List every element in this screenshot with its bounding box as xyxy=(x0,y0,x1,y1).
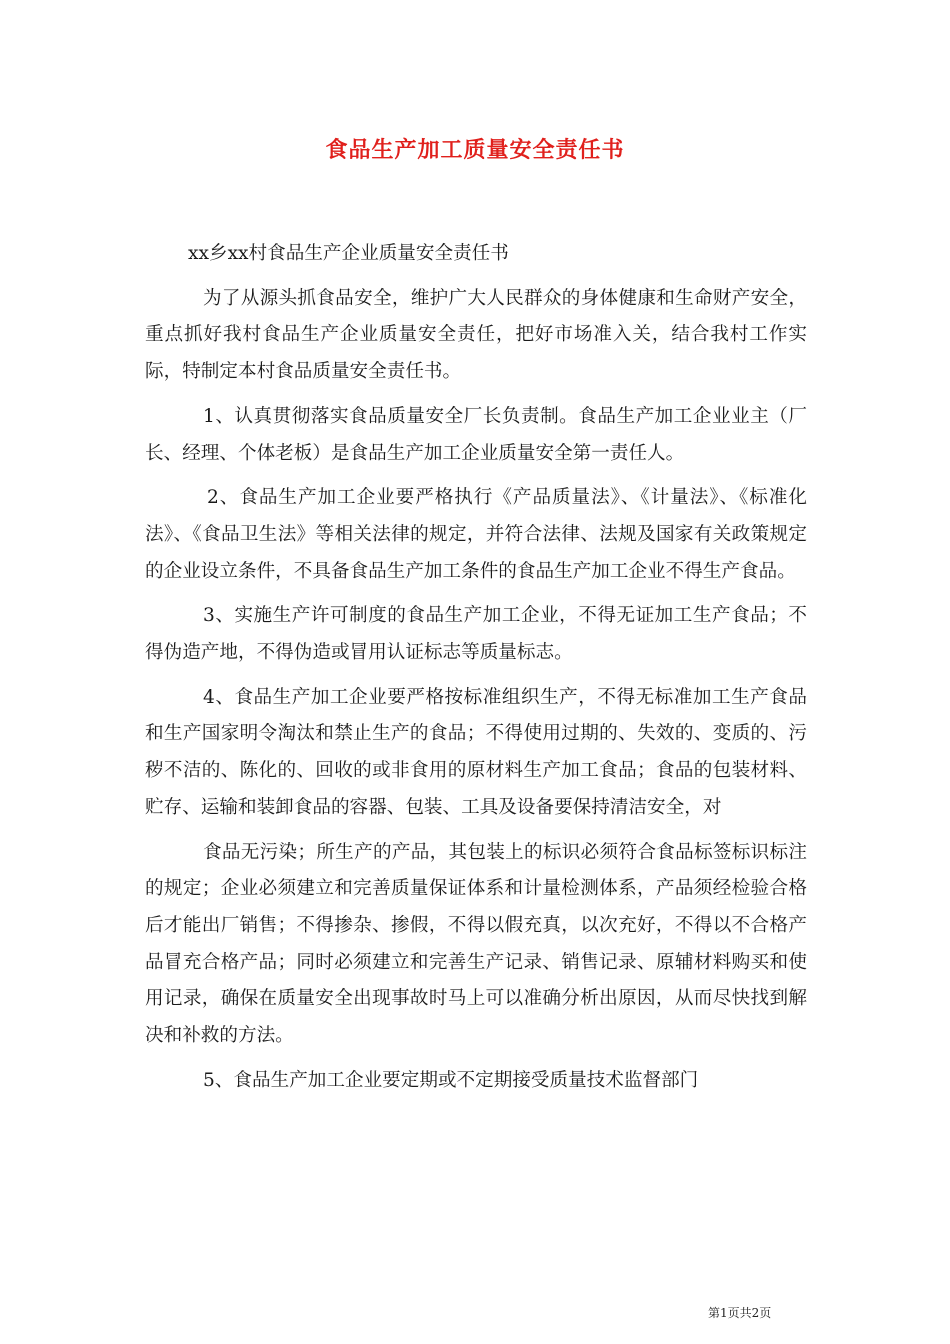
paragraph-item-4: 4、食品生产加工企业要严格按标准组织生产，不得无标准加工生产食品和生产国家明令淘汰和禁止生产的食品；不得使用过期的、失效的、变质的、污秽不洁的、陈化的、回收的或非食用的原材料生产加工食品；食品的包装材料、贮存、运输和装卸食品的容器、包装、工具及设备要保持清洁安全，对 xyxy=(145,686,807,818)
paragraph-item-1: 1、认真贯彻落实食品质量安全厂长负责制。食品生产加工企业业主（厂长、经理、个体老板）是食品生产加工企业质量安全第一责任人。 xyxy=(145,405,807,464)
paragraph-item-5: 5、食品生产加工企业要定期或不定期接受质量技术监督部门 xyxy=(203,1069,699,1091)
page-number-footer: 第1页共2页 xyxy=(708,1306,772,1320)
paragraph-item-4-continued: 食品无污染；所生产的产品，其包装上的标识必须符合食品标签标识标注的规定；企业必须建立和完善质量保证体系和计量检测体系，产品须经检验合格后才能出厂销售；不得掺杂、掺假，不得以假充真，以次充好，不得以不合格产品冒充合格产品；同时必须建立和完善生产记录、销售记录、原辅材料购买和使用记录，确保在质量安全出现事故时马上可以准确分析出原因，从而尽快找到解决和补救的方法。 xyxy=(145,841,807,1047)
paragraph-intro: 为了从源头抓食品安全，维护广大人民群众的身体健康和生命财产安全，重点抓好我村食品生产企业质量安全责任，把好市场准入关，结合我村工作实际，特制定本村食品质量安全责任书。 xyxy=(145,287,807,383)
document-title: 食品生产加工质量安全责任书 xyxy=(325,137,625,163)
paragraph-item-3: 3、实施生产许可制度的食品生产加工企业，不得无证加工生产食品；不得伪造产地，不得伪造或冒用认证标志等质量标志。 xyxy=(145,605,807,664)
document-body xyxy=(145,236,807,1107)
document-subtitle: xx乡xx村食品生产企业质量安全责任书 xyxy=(188,243,509,264)
paragraph-item-2: 2、食品生产加工企业要严格执行《产品质量法》、《计量法》、《标准化法》、《食品卫生法》等相关法律的规定，并符合法律、法规及国家有关政策规定的企业设立条件，不具备食品生产加工条件的食品生产加工企业不得生产食品。 xyxy=(145,487,807,582)
